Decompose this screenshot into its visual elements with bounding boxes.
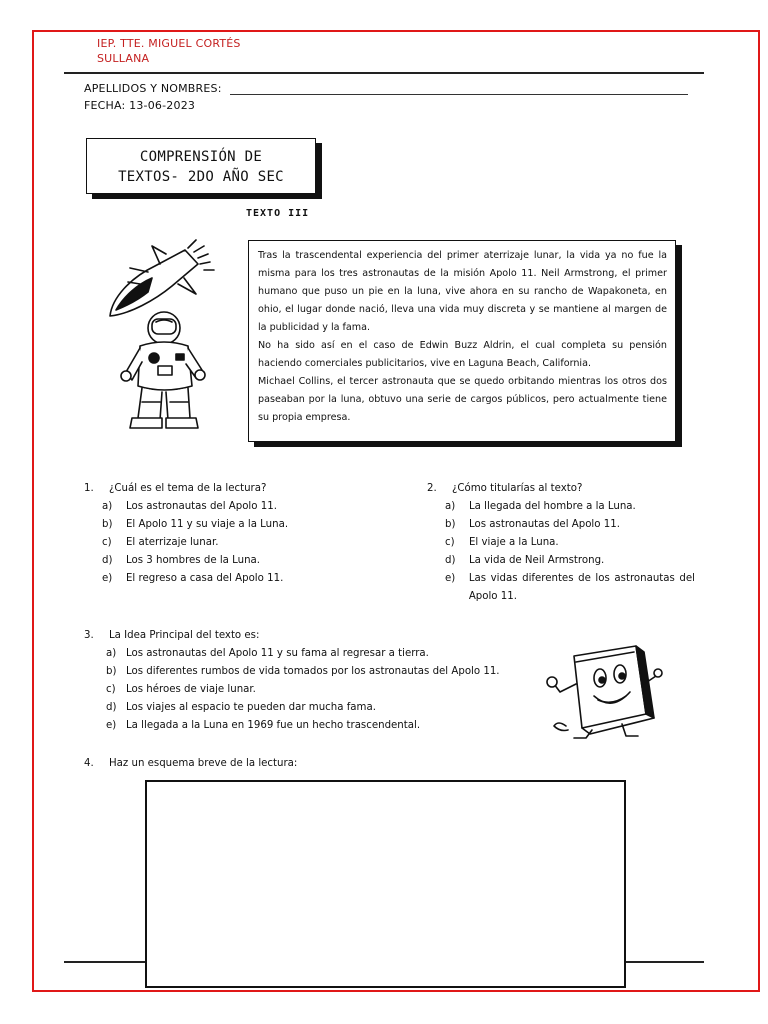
- option-a[interactable]: a) Los astronautas del Apolo 11 y su fama al regresar a tierra.: [106, 648, 429, 659]
- smiling-book-icon: [540, 640, 665, 740]
- question-text: ¿Cómo titularías al texto?: [452, 483, 583, 494]
- question-number: 2.: [427, 483, 437, 494]
- title-line-1: COMPRENSIÓN DE: [139, 149, 263, 165]
- answer-box[interactable]: [145, 780, 626, 988]
- name-label: APELLIDOS Y NOMBRES:: [84, 82, 222, 95]
- question-number: 1.: [84, 483, 94, 494]
- title-line-2: TEXTOS- 2DO AÑO SEC: [118, 169, 284, 185]
- option-e[interactable]: e) La llegada a la Luna en 1969 fue un hecho trascendental.: [106, 720, 421, 731]
- question-1: [84, 480, 384, 588]
- question-text: ¿Cuál es el tema de la lectura?: [109, 483, 267, 494]
- reading-passage: [248, 240, 676, 442]
- question-text: Haz un esquema breve de la lectura:: [109, 758, 298, 769]
- question-2: [427, 480, 695, 606]
- question-3: [84, 627, 534, 735]
- school-city: SULLANA: [97, 52, 150, 65]
- name-input-line[interactable]: [230, 94, 688, 95]
- option-b[interactable]: b) El Apolo 11 y su viaje a la Luna.: [102, 519, 289, 530]
- page-title: [86, 138, 316, 194]
- option-c[interactable]: c) El viaje a la Luna.: [445, 537, 559, 548]
- date-label: FECHA: 13-06-2023: [84, 99, 196, 112]
- option-b[interactable]: b) Los astronautas del Apolo 11.: [445, 519, 620, 530]
- option-e[interactable]: e) El regreso a casa del Apolo 11.: [102, 573, 284, 584]
- option-c[interactable]: c) El aterrizaje lunar.: [102, 537, 219, 548]
- school-name: IEP. TTE. MIGUEL CORTÉS: [97, 37, 241, 50]
- school-header: [97, 36, 241, 66]
- option-d[interactable]: d) Los viajes al espacio te pueden dar mucha fama.: [106, 702, 376, 713]
- option-e[interactable]: e) Las vidas diferentes de los astronautas del Apolo 11.: [445, 573, 695, 602]
- header-rule: [64, 72, 704, 74]
- astronaut-icon: [118, 310, 214, 436]
- question-number: 3.: [84, 630, 94, 641]
- reading-paragraph-1: Tras la trascendental experiencia del primer aterrizaje lunar, la vida ya no fue la misma para los tres astronautas de la misión Apolo 11. Neil Armstrong, el primer humano que puso un pie en la luna, vive ahora en su rancho de Wapakoneta, en ohio, el lugar donde nació, lleva una vida muy discreta y se mantiene al margen de la publicidad y la fama.: [258, 250, 667, 333]
- reading-paragraph-3: Michael Collins, el tercer astronauta que se quedo orbitando mientras los otros dos paseaban por la luna, obtuvo una serie de cargos públicos, pero actualmente tiene su propia empresa.: [258, 376, 667, 423]
- option-a[interactable]: a) Los astronautas del Apolo 11.: [102, 501, 277, 512]
- option-b[interactable]: b) Los diferentes rumbos de vida tomados por los astronautas del Apolo 11.: [106, 666, 500, 677]
- option-d[interactable]: d) Los 3 hombres de la Luna.: [102, 555, 261, 566]
- question-number: 4.: [84, 758, 94, 769]
- option-c[interactable]: c) Los héroes de viaje lunar.: [106, 684, 256, 695]
- texto-label: TEXTO III: [246, 208, 310, 219]
- question-4: [84, 755, 484, 773]
- reading-paragraph-2: No ha sido así en el caso de Edwin Buzz Aldrin, el cual completa su pensión haciendo comerciales publicitarios, vive en Laguna Beach, California.: [258, 340, 667, 369]
- option-d[interactable]: d) La vida de Neil Armstrong.: [445, 555, 605, 566]
- question-text: La Idea Principal del texto es:: [109, 630, 260, 641]
- option-a[interactable]: a) La llegada del hombre a la Luna.: [445, 501, 636, 512]
